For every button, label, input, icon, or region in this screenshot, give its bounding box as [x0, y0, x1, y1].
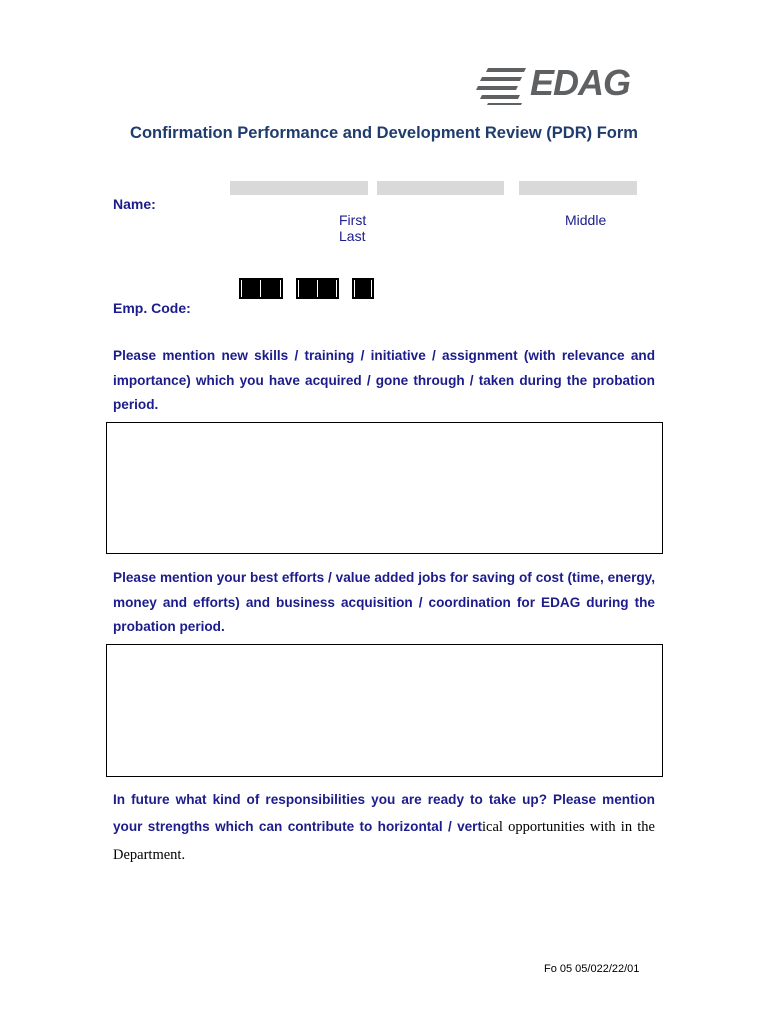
emp-code-box-2[interactable]	[296, 278, 339, 299]
edag-logo	[474, 64, 638, 106]
middle-name-caption: Middle	[565, 212, 607, 228]
logo-wordmark: EDAG	[530, 62, 631, 103]
answer-2-box[interactable]	[106, 644, 663, 777]
question-2-text: Please mention your best efforts / value added jobs for saving of cost (time, energy, money and efforts) and business acquisition / coordination for EDAG during the probation period.	[113, 570, 655, 634]
emp-code-box-1[interactable]	[239, 278, 283, 299]
middle-name-field[interactable]	[377, 181, 504, 195]
answer-1-box[interactable]	[106, 422, 663, 554]
question-3-plain-part: ical opportunities with in the Department.	[113, 819, 655, 863]
name-label: Name:	[113, 196, 156, 212]
first-name-field[interactable]	[230, 181, 368, 195]
emp-code-label: Emp. Code:	[113, 300, 191, 316]
last-name-field[interactable]	[519, 181, 637, 195]
question-3-bold-part: In future what kind of responsibilities you are ready to take up? Please mention your strengths which can contribute to horizontal / vert	[113, 792, 655, 834]
edag-stripes-icon	[474, 64, 530, 106]
form-code-footer: Fo 05 05/022/22/01	[544, 963, 640, 975]
question-3-text	[113, 786, 655, 869]
last-name-caption: Last	[339, 228, 366, 244]
first-name-caption: First	[339, 212, 367, 228]
question-1-text: Please mention new skills / training / initiative / assignment (with relevance and importance) which you have acquired / gone through / taken during the probation period.	[113, 348, 655, 412]
emp-code-box-3[interactable]	[352, 278, 374, 299]
form-title: Confirmation Performance and Development Review (PDR) Form	[130, 124, 638, 142]
